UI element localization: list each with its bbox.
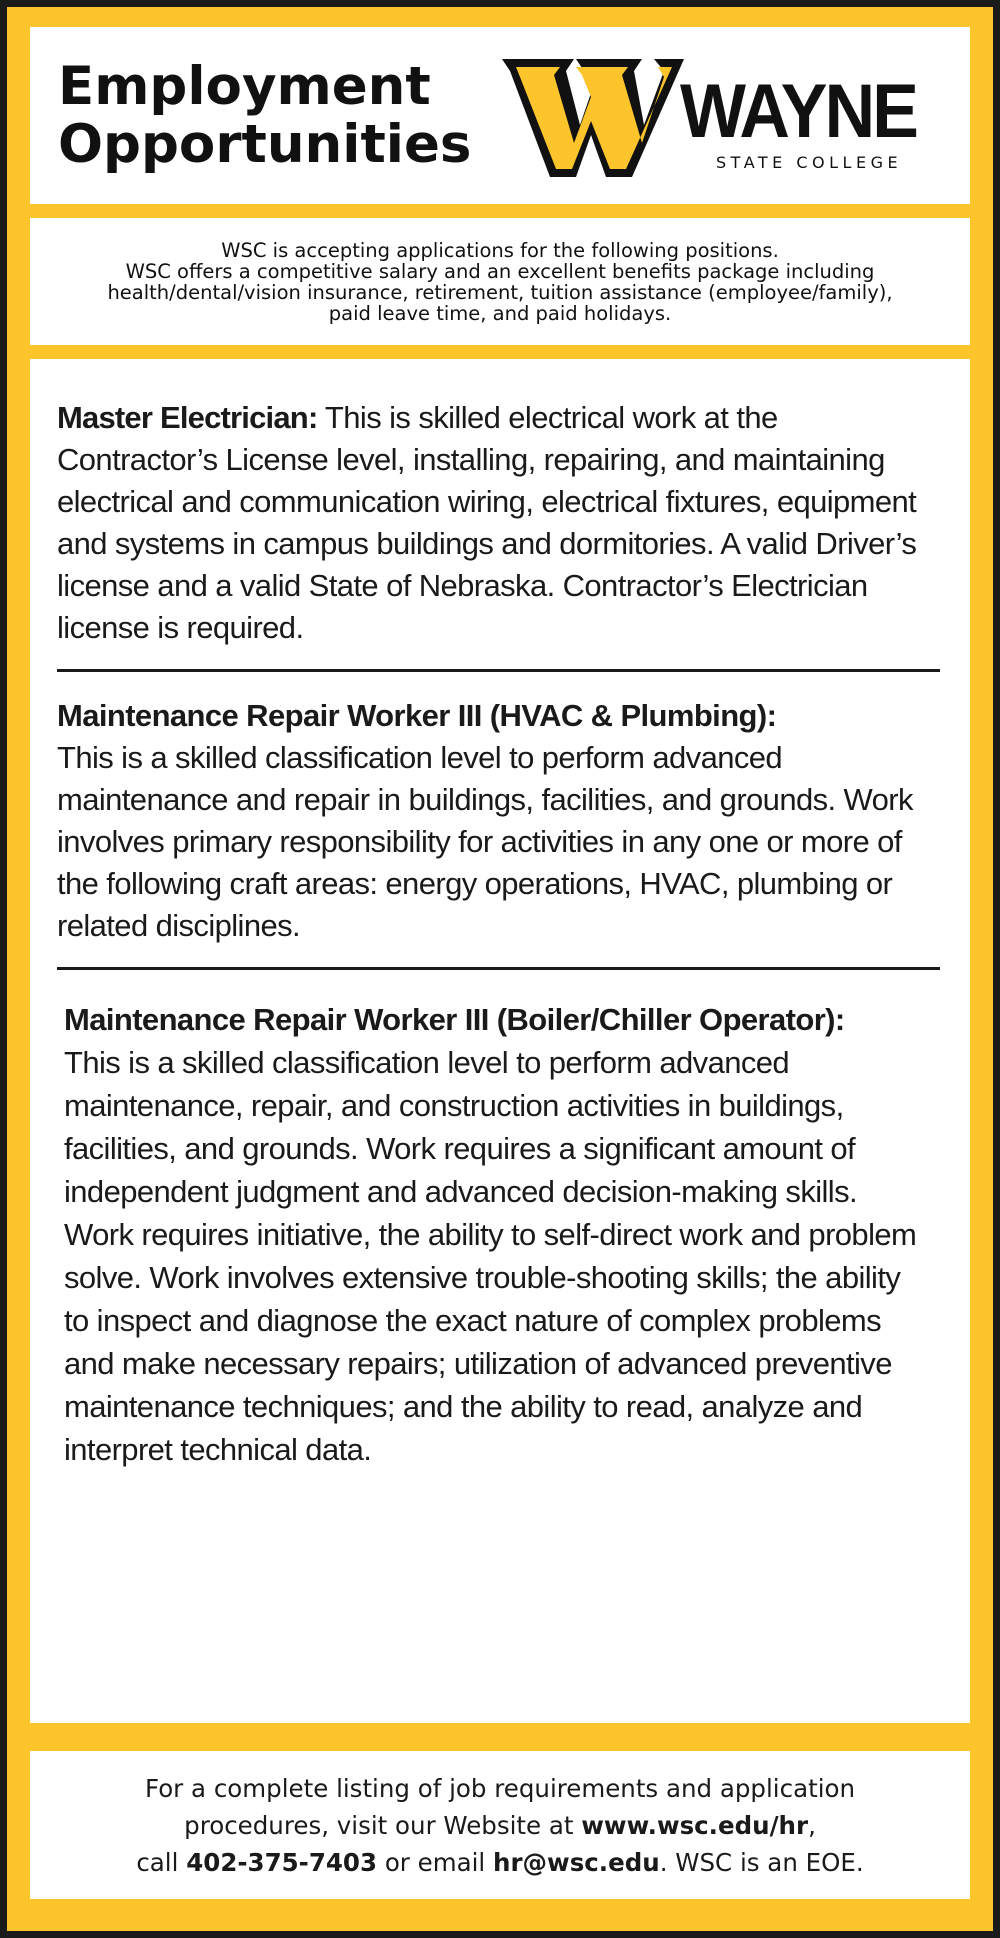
footer-box — [30, 1751, 970, 1899]
footer-text: or email — [377, 1847, 494, 1877]
logo-wordmark: WAYNE — [680, 69, 917, 154]
job-description-line: Contractor’s License level, installing, repairing, and maintaining — [57, 442, 885, 477]
intro-box — [30, 218, 970, 345]
footer-line-2 — [184, 1807, 816, 1844]
job-title: Maintenance Repair Worker III (HVAC & Plumbing): — [57, 698, 777, 733]
job-description-line: solve. Work involves extensive trouble-shooting skills; the ability — [64, 1260, 901, 1295]
job-title: Master Electrician: — [57, 400, 318, 435]
wayne-state-logo — [496, 51, 937, 181]
title-line-2: Opportunities — [58, 113, 472, 175]
jobs-box — [30, 359, 970, 1723]
job-description-line: license is required. — [57, 610, 304, 645]
job-description-line: independent judgment and advanced decision-making skills. — [64, 1174, 857, 1209]
footer-line-1: For a complete listing of job requirements and application — [144, 1773, 856, 1803]
job-description-line: maintenance and repair in buildings, facilities, and grounds. Work — [57, 782, 913, 817]
job-title: Maintenance Repair Worker III (Boiler/Chiller Operator): — [64, 1002, 845, 1037]
job-description-line: facilities, and grounds. Work requires a significant amount of — [64, 1131, 856, 1166]
email-link[interactable]: hr@wsc.edu — [493, 1847, 660, 1877]
header — [30, 27, 970, 204]
intro-line-1: WSC is accepting applications for the following positions. — [221, 238, 779, 262]
job-description-line: to inspect and diagnose the exact nature of complex problems — [64, 1303, 882, 1338]
job-description-line: related disciplines. — [57, 908, 301, 943]
job-description-line: the following craft areas: energy operations, HVAC, plumbing or — [57, 866, 893, 901]
job-description-line: and make necessary repairs; utilization of advanced preventive — [64, 1346, 892, 1381]
intro-line-4: paid leave time, and paid holidays. — [328, 301, 672, 325]
footer-text: call — [136, 1847, 187, 1877]
job-description-line: This is a skilled classification level to perform advanced — [57, 740, 783, 775]
job-description-line: This is a skilled classification level to perform advanced — [64, 1045, 790, 1080]
website-link[interactable]: www.wsc.edu/hr — [581, 1810, 809, 1840]
logo-subtitle: STATE COLLEGE — [716, 153, 903, 172]
job-master-electrician — [57, 359, 940, 649]
gold-border — [7, 7, 993, 1931]
job-boiler-chiller — [57, 970, 940, 1471]
job-hvac-plumbing — [57, 672, 940, 947]
footer-line-3 — [136, 1844, 863, 1881]
logo-text — [680, 69, 937, 172]
intro-line-3: health/dental/vision insurance, retirement, tuition assistance (employee/family), — [107, 280, 893, 304]
job-description-line: This is skilled electrical work at the — [317, 400, 778, 435]
job-description-line: involves primary responsibility for activities in any one or more of — [57, 824, 902, 859]
job-description-line: and systems in campus buildings and dormitories. A valid Driver’s — [57, 526, 917, 561]
job-description-line: electrical and communication wiring, electrical fixtures, equipment — [57, 484, 917, 519]
job-description-line: maintenance, repair, and construction activities in buildings, — [64, 1088, 844, 1123]
job-description-line: license and a valid State of Nebraska. Contractor’s Electrician — [57, 568, 868, 603]
job-description-line: maintenance techniques; and the ability to read, analyze and — [64, 1389, 863, 1424]
job-description-line: Work requires initiative, the ability to self-direct work and problem — [64, 1217, 917, 1252]
phone-number[interactable]: 402-375-7403 — [186, 1847, 378, 1877]
page-title — [58, 55, 488, 175]
footer-text: , — [808, 1810, 816, 1840]
job-description-line: interpret technical data. — [64, 1432, 372, 1467]
title-line-1: Employment — [58, 55, 431, 117]
w-logo-icon — [496, 51, 686, 181]
footer-text: procedures, visit our Website at — [184, 1810, 582, 1840]
footer-text: . WSC is an EOE. — [659, 1847, 864, 1877]
intro-line-2: WSC offers a competitive salary and an excellent benefits package including — [125, 259, 875, 283]
